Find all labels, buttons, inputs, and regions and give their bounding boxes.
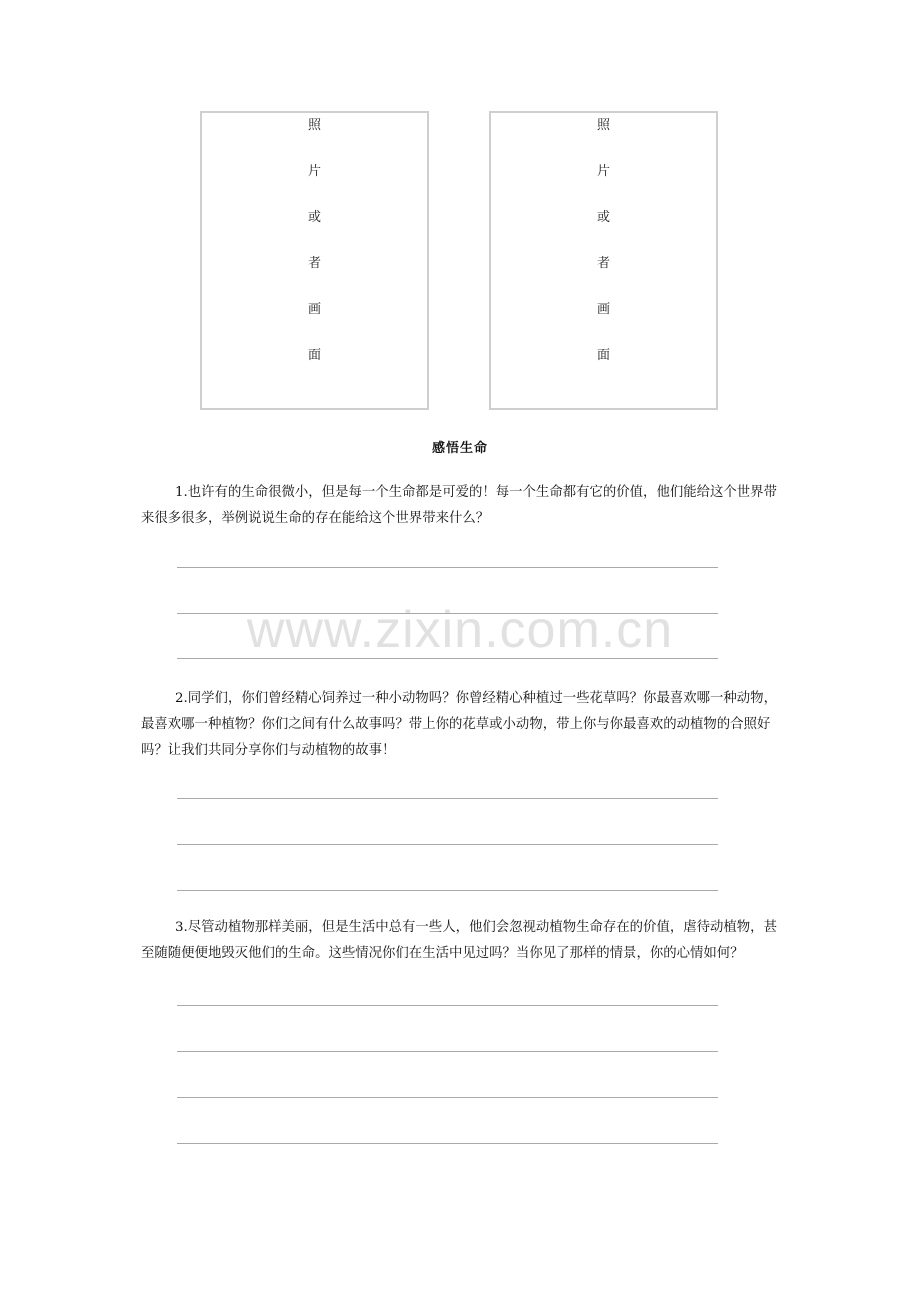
placeholder-char: 者	[307, 256, 321, 271]
page-title: 感悟生命	[431, 441, 488, 456]
question-3: 3.尽管动植物那样美丽，但是生活中总有一些人，他们会忽视动植物生命存在的价值，虐待动植物，甚至随随便便地毁灭他们的生命。这些情况你们在生活中见过吗？当你见了那样的情景，你的心情如何？	[141, 920, 777, 961]
placeholder-char: 照	[596, 118, 610, 133]
photo-placeholder-right	[489, 111, 718, 410]
placeholder-text	[491, 117, 716, 393]
question-2: 2.同学们，你们曾经精心饲养过一种小动物吗？你曾经精心种植过一些花草吗？你最喜欢哪一种动物，最喜欢哪一种植物？你们之间有什么故事吗？带上你的花草或小动物，带上你与你最喜欢的动植物的合照好吗？让我们共同分享你们与动植物的故事！	[141, 691, 777, 758]
answer-line[interactable]	[177, 567, 718, 568]
placeholder-char: 面	[596, 348, 610, 363]
answer-line[interactable]	[177, 1143, 718, 1144]
placeholder-char: 片	[307, 164, 321, 179]
question-1: 1.也许有的生命很微小，但是每一个生命都是可爱的！每一个生命都有它的价值，他们能给这个世界带来很多很多，举例说说生命的存在能给这个世界带来什么？	[141, 485, 777, 526]
placeholder-char: 画	[596, 302, 610, 317]
placeholder-char: 者	[596, 256, 610, 271]
placeholder-char: 或	[596, 210, 610, 225]
placeholder-char: 照	[307, 118, 321, 133]
answer-line[interactable]	[177, 1097, 718, 1098]
answer-line[interactable]	[177, 844, 718, 845]
watermark: www.zixin.com.cn	[246, 601, 674, 659]
answer-line[interactable]	[177, 798, 718, 799]
placeholder-char: 或	[307, 210, 321, 225]
answer-line[interactable]	[177, 658, 718, 659]
placeholder-char: 面	[307, 348, 321, 363]
answer-line[interactable]	[177, 890, 718, 891]
placeholder-text	[202, 117, 427, 393]
placeholder-char: 画	[307, 302, 321, 317]
answer-line[interactable]	[177, 613, 718, 614]
photo-placeholder-left	[200, 111, 429, 410]
placeholder-char: 片	[596, 164, 610, 179]
answer-line[interactable]	[177, 1005, 718, 1006]
answer-line[interactable]	[177, 1051, 718, 1052]
